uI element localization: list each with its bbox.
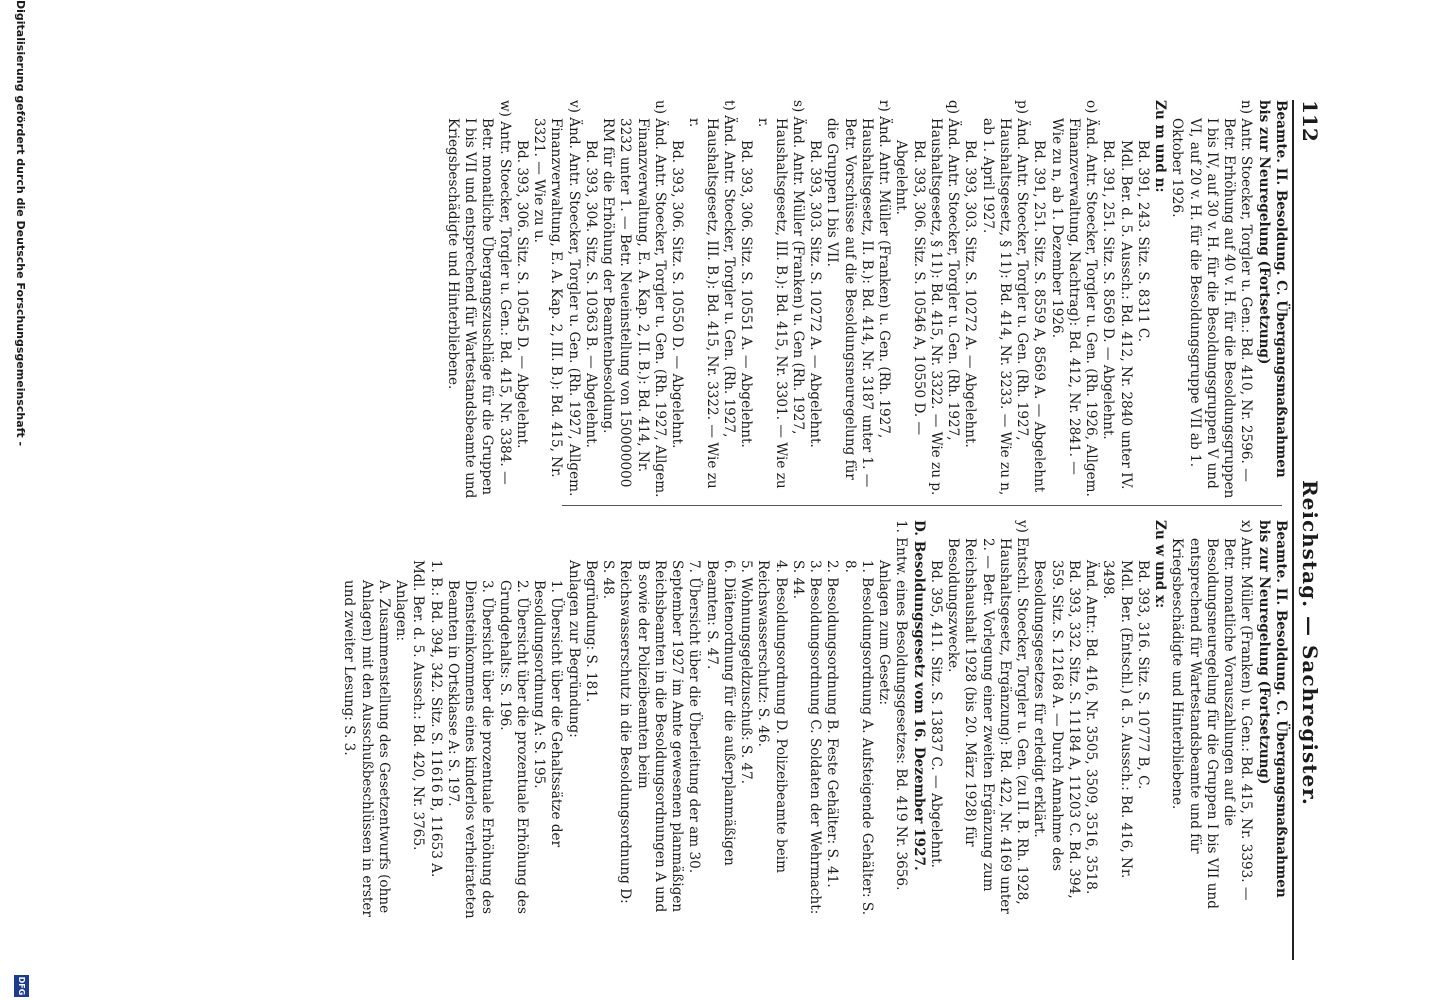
entry-line: 3. Übersicht über die prozentuale Erhöhung des Diensteinkommens eines kinderlos verheirateten Beamten in Ortsklasse A: S. 197. (445, 580, 496, 919)
entry-line: n) Antr. Stoecker, Torgler u. Gen.: Bd. 410, Nr. 2596. — Betr. Erhöhung auf 40 v. H. für die Besoldungsgruppen I bis IV, auf 30 v. H. für die Besoldungsgruppen V und VI, auf 20 v. H. für die Besoldungsgruppe VII ab 1. Oktober 1926. (1169, 100, 1255, 499)
entry-line: y) Entschl. Stoecker, Torgler u. Gen. (zu II. B. Rh. 1928, Haushaltsgesetz, Ergänzung): Bd. 422, Nr. 4169 unter 2. — Betr. Vorlegung einer zweiten Ergänzung zum Reichshaushalt 1928 (bis 20. März 1928) für Besoldungszwecke. (945, 520, 1031, 914)
entry-line: Bd. 391, 243. Sitz. S. 8311 C. (1135, 140, 1151, 343)
page-header (1284, 0, 1434, 1000)
entry-line: t) Änd. Antr. Stoecker, Torgler u. Gen. (Rh. 1927, Haushaltsgesetz, III. B.): Bd. 415, Nr. 3322. — Wie zu r. (686, 100, 737, 489)
entry-line: Änd. Antr.: Bd. 416, Nr. 3505, 3509, 3516, 3518. (1083, 560, 1100, 895)
entry-line: 7. Übersicht über die Überleitung der am 30. September 1927 im Amte gewesenen planmäßigen Reichsbeamten in die Besoldungsordnungen A und B sowie der Polizeibeamten beim Reichswasserschutz in die Besoldungsordnung D: S. 48. (600, 560, 703, 913)
entry-line: p) Änd. Antr. Stoecker, Torgler u. Gen. (Rh. 1927, Haushaltsgesetz, § 11): Bd. 414, Nr. 3233. — Wie zu n, ab 1. April 1927. (979, 100, 1031, 496)
entry-line: Bd. 393, 306. Sitz. S. 10546 A, 10550 D. — Abgelehnt. (893, 140, 927, 436)
entry-line: Bd. 393, 332. Sitz. S. 11184 A, 11203 C. Bd. 394, 359. Sitz. S. 12168 A. — Durch Annahme des Besoldungsgesetzes für erledigt erklärt. (1031, 560, 1082, 899)
entry-line: 5. Wohnungsgeldzuschuß: S. 47. (738, 560, 755, 785)
digitization-credit: Digitalisierung gefördert durch die Deutsche Forschungsgemeinschaft - (14, 0, 27, 447)
entry-line: Mdl. Ber. d. 5. Aussch.: Bd. 420, Nr. 3765. (410, 560, 427, 851)
entry-line: s) Änd. Antr. Müller (Franken) u. Gen (Rh. 1927, Haushaltsgesetz, III. B.): Bd. 415, Nr. 3301. — Wie zu r. (755, 100, 806, 489)
entry-line: w) Antr. Stoecker, Torgler u. Gen.: Bd. 415, Nr. 3384. — Betr. monatliche Übergangszuschläge für die Gruppen I bis VII und entsprechend für Wartestandsbeamte und Kriegsbeschädigte und Hinterbliebene. (445, 100, 513, 499)
entry-line: x) Antr. Müller (Franken) u. Gen.: Bd. 415, Nr. 3393. — Betr. monatliche Vorauszahlungen auf die Besoldungsneuregelung für die Gruppen I bis VII und entsprechend für Wartestandsbeamte und für Kriegsbeschädigte und Hinterbliebene. (1169, 520, 1255, 909)
entry-line: Bd. 393, 306. Sitz. S. 10545 D. — Abgelehnt. (514, 140, 530, 449)
page-number: 112 (1298, 100, 1322, 142)
running-title: Reichstag. — Sachregister. (1298, 480, 1322, 806)
column-divider (562, 505, 1282, 506)
entry-line: u) Änd. Antr. Stoecker, Torgler u. Gen. (Rh. 1927, Allgem. Finanzverwaltung, E. A. Kap. 2, II. B.): Bd. 414, Nr. 3232 unter 1. — Betr. Neueinstellung von 150000000 RM für die Erhöhung der Beamtenbesoldung. (600, 100, 668, 498)
entry-line: Mdl. Ber. d. 5. Aussch.: Bd. 412, Nr. 2840 unter IV. (1117, 140, 1134, 490)
entry-line: 1. B.: Bd. 394, 342. Sitz. S. 11616 B, 11653 A. (427, 560, 444, 878)
entry-line: 4. Besoldungsordnung D. Polizeibeamte beim Reichswasserschutz: S. 46. (755, 560, 789, 874)
entry-line: Anlagen zur Begründung: (565, 560, 582, 738)
entry-line: 2. Besoldungsordnung B. Feste Gehälter: S. 41. (824, 560, 841, 888)
entry-line: Bd. 393, 316. Sitz. S. 10777 B, C. (1135, 560, 1151, 790)
entry-line: 1. Entw. eines Besoldungsgesetzes: Bd. 419 Nr. 3656. (893, 520, 910, 891)
entry-line: Bd. 391, 251. Sitz. S. 8559 A, 8569 A. — Abgelehnt (1031, 140, 1048, 493)
entry-line: Bd. 391, 251. Sitz. S. 8569 D. — Abgelehnt. (1100, 140, 1117, 440)
entry-line: Beamte. II. Besoldung. C. Übergangsmaßnahmen bis zur Neuregelung (Fortsetzung) (1255, 520, 1289, 898)
left-column (444, 100, 1289, 500)
entry-line: Zu w und x: (1152, 520, 1169, 609)
entry-line: o) Änd. Antr. Stoecker, Torgler u. Gen. (Rh. 1926, Allgem. Finanzverwaltung, Nachtrag): Bd. 412, Nr. 2841. — Wie zu n, ab 1. Dezember 1926. (1048, 100, 1100, 497)
page-footer (5, 0, 29, 1000)
entry-line: D. Besoldungsgesetz vom 16. Dezember 1927. (910, 520, 927, 871)
entry-line: Anlagen zum Gesetz: (876, 560, 893, 706)
entry-line: 1. Übersicht über die Gehaltssätze der Besoldungsordnung A: S. 195. (531, 580, 565, 848)
entry-line: 2. Übersicht über die prozentuale Erhöhung des Grundgehalts: S. 196. (496, 580, 530, 914)
entry-line: Bd. 393, 304. Sitz. S. 10363 B. — Abgelehnt. (583, 140, 599, 448)
entry-line: Mdl. Ber. (Entschl.) d. 5. Aussch.: Bd. 416, Nr. 3498. (1100, 560, 1134, 879)
entry-line: 1. Besoldungsordnung A. Aufsteigende Gehälter: S. 8. (841, 560, 875, 916)
entry-line: Bd. 393, 303. Sitz. S. 10272 A. — Abgelehnt. (962, 140, 979, 448)
dfg-logo-icon: DFG (14, 975, 29, 997)
entry-line: Beamte. II. Besoldung. C. Übergangsmaßnahmen bis zur Neuregelung (Fortsetzung) (1255, 100, 1289, 478)
entry-line: 3. Besoldungsordnung C. Soldaten der Wehrmacht: S. 44. (790, 560, 824, 915)
entry-line: v) Änd. Antr. Stoecker, Torgler u. Gen. (Rh. 1927, Allgem. Finanzverwaltung, E. A. Kap. 2, III. B.): Bd. 415, Nr. 3321. — Wie zu u. (531, 100, 582, 497)
right-column (340, 520, 1289, 920)
entry-line: Anlagen: (393, 580, 410, 642)
entry-line: q) Änd. Antr. Stoecker, Torgler u. Gen. (Rh. 1927, Haushaltsgesetz, § 11): Bd. 415, Nr. 3322. — Wie zu p. (928, 100, 962, 496)
entry-line: 6. Diätenordnung für die außerplanmäßigen Beamten: S. 47. (703, 560, 737, 866)
entry-line: A. Zusammenstellung des Gesetzentwurfs (ohne Anlagen) mit den Ausschußbeschlüssen in erster und zweiter Lesung: S. 3. (341, 580, 392, 917)
entry-line: Bd. 393, 306. Sitz. S. 10551 A. — Abgelehnt. (738, 140, 755, 448)
entry-line: Bd. 393, 303. Sitz. S. 10272 A. — Abgelehnt. (807, 140, 824, 448)
entry-line: Bd. 395, 411. Sitz. S. 13837 C. — Abgelehnt. (928, 560, 944, 868)
header-rule (1292, 100, 1294, 960)
entry-line: Zu m und n: (1152, 100, 1169, 193)
entry-line: Bd. 393, 306. Sitz. S. 10550 D. — Abgelehnt. (669, 140, 686, 449)
entry-line: Begründung: S. 181. (583, 560, 599, 703)
entry-line: r) Änd. Antr. Müller (Franken) u. Gen. (Rh. 1927, Haushaltsgesetz, II. B.): Bd. 414, Nr. 3187 unter 1. — Betr. Vorschüsse auf die Besoldungsneuregelung für die Gruppen I bis VII. (824, 100, 893, 488)
